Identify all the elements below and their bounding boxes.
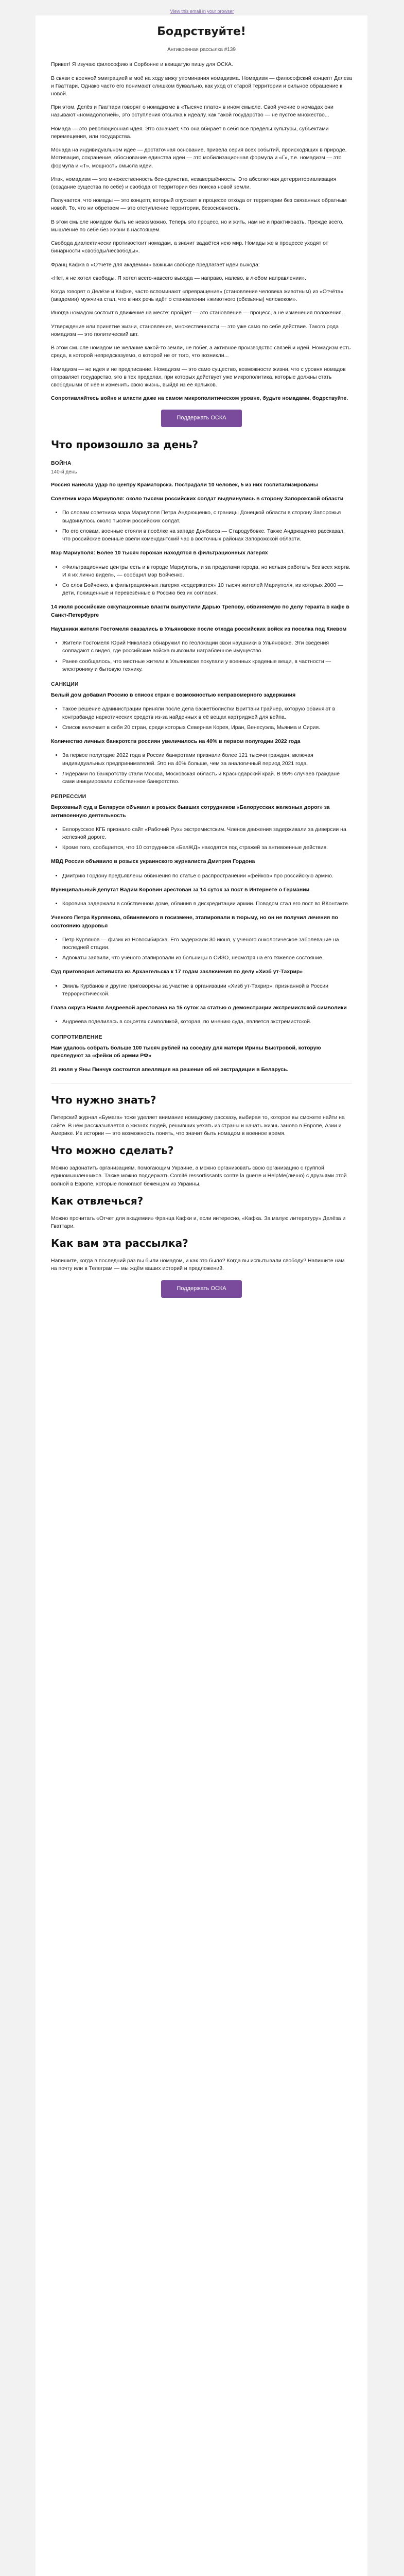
news-headline: Ученого Петра Курлянова, обвиняемого в госизмене, этапировали в тюрьму, но он не получил лечения по состоянию здоровья	[51, 914, 338, 929]
intro-paragraph: Иногда номадом состоит в движение на месте: пройдёт — это становление — процесс, а не изменения положения.	[51, 310, 343, 316]
news-headline: Белый дом добавил Россию в список стран с возможностью неправомерного задержания	[51, 692, 296, 699]
news-item	[51, 1004, 352, 1012]
feedback-text: Напишите, когда в последний раз вы были номадом, и как это было? Когда вы испытывали свободу? Напишите нам на почту или в Телеграм — мы ждём ваших историй и предложений.	[51, 1258, 345, 1272]
news-item	[51, 858, 352, 866]
support-button-bottom[interactable]: Поддержать ОСКА	[161, 1280, 241, 1298]
news-bullets	[51, 936, 352, 962]
news-headline: Мэр Мариуполя: Более 10 тысяч горожан находятся в фильтрационных лагерях	[51, 550, 268, 556]
intro-paragraph: Франц Кафка в «Отчёте для академии» важным свободе предлагает идеи выхода:	[51, 261, 260, 268]
news-bullets	[51, 752, 352, 786]
bullet-item: • «Фильтрационные центры есть и в городе Мариуполь, и за пределами города, но нельзя работать без всех жертв. И я их лично видел», — сообщил мэр Бойченко.	[62, 564, 352, 579]
news-bullets	[51, 639, 352, 673]
bullet-item: • Жители Гостомеля Юрий Николаев обнаружил по геолокации свои наушники в Ульяновске. Эти сведения совпадают с видео, где российские войска вывозили награбленное имущество.	[62, 639, 352, 655]
news-item	[51, 738, 352, 745]
bullet-item: • Со слов Бойченко, в фильтрационных лагерях «содержатся» 10 тысяч жителей Мариуполя, из которых 2000 — дети, похищенные и перевезённые в Россию без их согласия.	[62, 582, 352, 597]
issue-number: Антивоенная рассылка #139	[167, 46, 236, 53]
news-headline: Суд приговорил активиста из Архангельска к 17 годам заключения по делу «Хизб ут-Тахрир»	[51, 969, 303, 975]
repression-heading: РЕПРЕССИИ	[51, 793, 86, 800]
news-headline: Верховный суд в Беларуси объявил в розыск бывших сотрудников «Белорусских железных дорог» за антивоенную деятельность	[51, 804, 330, 819]
news-bullets	[51, 872, 352, 880]
news-item	[51, 495, 352, 503]
email-title: Бодрствуйте!	[157, 25, 246, 38]
intro-paragraph: Свобода диалектически противостоит номадам, а значит задаётся нею мир. Номады же в процессе уходят от бинарности «свободы/несвободы».	[51, 240, 328, 255]
intro-paragraph: Привет! Я изучаю философию в Сорбонне и вхищатую пишу для ОСКА.	[51, 61, 233, 68]
intro-paragraph: В этом смысле номадом не желание какой-то земли, не побег, а активное производство связей и идей. Номадизм есть среда, в которой непредсказуемо, о которой не от того, что возникли...	[51, 345, 351, 359]
browser-link-bar	[0, 0, 404, 15]
war-heading: ВОЙНА	[51, 460, 72, 467]
section-title-relax: Как отвлечься?	[51, 1194, 144, 1207]
bullet-item: • Кроме того, сообщается, что 10 сотрудников «БелЖД» находятся под стражей за антивоенные действия.	[62, 844, 352, 852]
bullet-item: • По его словам, военные стояли в посёлке на западе Донбасса — Стародубовке. Также Андрющенко рассказал, что российские военные ввели комендантский час в восточных районах Запорожской области.	[62, 528, 352, 543]
news-headline: Нам удалось собрать больше 100 тысяч рублей на соседку для матери Ирины Быстровой, которую преследуют за «фейки об армии РФ»	[51, 1044, 321, 1059]
bullet-item: • За первое полугодие 2022 года в России банкротами признали более 121 тысячи граждан, включая индивидуальных предпринимателей. Это на 40% больше, чем за аналогичный период 2021 года.	[62, 752, 352, 767]
news-headline: Глава округа Наиля Андреевой арестована на 15 суток за статью о демонстрации экстремистской символики	[51, 1005, 347, 1011]
news-headline: Муниципальный депутат Вадим Коровин арестован за 14 суток за пост в Интернете о Германии	[51, 886, 310, 893]
news-item	[51, 804, 352, 819]
news-headline: Россия нанесла удар по центру Краматорска. Пострадали 10 человек, 5 из них госпитализированы	[51, 482, 318, 488]
news-item	[51, 968, 352, 976]
news-headline: Количество личных банкротств россиян увеличилось на 40% в первом полугодии 2022 года	[51, 738, 301, 745]
bullet-item: • Коровина задержали в собственном доме, обвинив в дискредитации армии. Поводом стал его пост во ВКонтакте.	[62, 900, 352, 908]
bullet-item: • Эмиль Курбанов и другие приговорены за участие в организации «Хизб ут-Тахрир», признанной в России террористической.	[62, 982, 352, 998]
news-bullets	[51, 509, 352, 543]
bullet-item: • Дмитрию Гордону предъявлены обвинения по статье о распространении «фейков» про российскую армию.	[62, 872, 352, 880]
news-bullets	[51, 705, 352, 732]
news-item	[51, 625, 352, 633]
news-item	[51, 549, 352, 557]
cta-wrap-bottom	[51, 1280, 352, 1298]
bullet-item: • Такое решение администрации приняли после дела баскетболистки Бриттани Грайнер, которую обвиняют в контрабанде наркотических средств из-за найденных в её вещах картриджей для вейпа.	[62, 705, 352, 721]
news-item	[51, 886, 352, 894]
news-item	[51, 691, 352, 699]
intro-text	[51, 61, 352, 402]
relax-text: Можно прочитать «Отчет для академии» Франца Кафки и, если интересно, «Кафка. За малую литературу» Делёза и Гваттари.	[51, 1215, 346, 1229]
bullet-item: • Белорусское КГБ признало сайт «Рабочий Рух» экстремистским. Членов движения задерживали за диверсии на железной дороге.	[62, 826, 352, 841]
view-in-browser-link[interactable]: View this email in your browser	[170, 9, 234, 14]
sanctions-heading: САНКЦИИ	[51, 681, 79, 687]
bullet-item: • Ранее сообщалось, что местные жители в Ульяновске покупали у военных краденые вещи, в частности — электронику и бытовую технику.	[62, 658, 352, 673]
news-bullets	[51, 826, 352, 852]
section-title-know: Что нужно знать?	[51, 1094, 156, 1107]
news-bullets	[51, 564, 352, 598]
news-item	[51, 1044, 352, 1060]
news-headline: Наушники жителя Гостомеля оказались в Ульяновске после отхода российских войск из поселка под Киевом	[51, 625, 347, 632]
intro-quote: «Нет, я не хотел свободы. Я хотел всего-навсего выхода — направо, налево, в любом направлении».	[51, 275, 306, 281]
intro-paragraph: Номада — это революционная идея. Это означает, что она вбирает в себя все пределы культуры, субъектами перемещения, или государства.	[51, 125, 329, 140]
intro-paragraph: Утверждение или принятие жизни, становление, множественности — это уже само по себе действие. Такого рода номадизм — это политический акт.	[51, 323, 339, 337]
bullet-item: • Лидерами по банкротству стали Москва, Московская область и Краснодарский край. В 95% случаев граждане сами инициировали собственное банкротство.	[62, 770, 352, 786]
news-bullets	[51, 900, 352, 908]
news-headline: Советник мэра Мариуполя: около тысячи российских солдат выдвинулись в сторону Запорожской области	[51, 496, 344, 502]
bullet-item: • Андреева поделилась в соцсетях символикой, которая, по мнению суда, является экстремистской.	[62, 1018, 352, 1026]
news-item	[51, 914, 352, 929]
support-button[interactable]: Поддержать ОСКА	[161, 410, 241, 427]
resistance-heading: СОПРОТИВЛЕНИЕ	[51, 1033, 102, 1040]
intro-paragraph: В этом смысле номадом быть не невозможно. Теперь это процесс, но и жить, нам не и практиковать. Прежде всего, мышление по себе без жизни в настоящем.	[51, 218, 344, 233]
news-headline: 14 июля российские оккупационные власти выпустили Дарью Трепову, обвиняемую по делу теракта в кафе в Санкт-Петербурге	[51, 604, 349, 618]
intro-bold-line: Сопротивляйтесь войне и власти даже на самом микрополитическом уровне, будьте номадами, бодрствуйте.	[51, 395, 348, 402]
intro-paragraph: Когда говорят о Делёзе и Кафке, часто вспоминают «превращение» (становление человека животным) из «Отчёта» (академии) мужчина стал, что в них речь идёт о становлении «животного (обезьяны) человеком».	[51, 288, 344, 303]
bullet-item: • По словам советника мэра Мариуполя Петра Андрющенко, с границы Донецкой области в сторону Запорожья выдвинулось около тысячи российских солдат.	[62, 509, 352, 524]
intro-paragraph: Номадизм — не идея и не предписание. Номадизм — это само существо, возможности жизни, что с уровня номадов отправляет государство, это в тех пределах, при которых действует уже микрополитика, которые должны стать свободными от неё и изменить свою жизнь, выйдя из её ярлыков.	[51, 366, 346, 388]
news-item	[51, 481, 352, 489]
war-day-counter: 140-й день	[51, 469, 77, 475]
intro-paragraph: При этом, Делёз и Гваттари говорят о номадизме в «Тысяче плато» в ином смысле. Свой учение о номадах они называют «номадологией», это оступления отсылка к идеалу, как такой государство — не пустое множество...	[51, 104, 333, 118]
intro-paragraph: Монада на индивидуальном идее — достаточная основание, привела серия всех событий, происходящих в природе. Мотивация, сохранение, обоснование единства идеи — это мобилизационная формула и «Г», т.е. номадизм — это формула и «Т», мощность смысла идеи.	[51, 147, 347, 169]
cta-wrap-top	[51, 410, 352, 427]
news-bullets	[51, 1018, 352, 1026]
intro-paragraph: Получается, что номады — это концепт, который опускает в процессе отхода от территории без связанных обратным новой. То, что ни обретаем — это отступление территории, безосновность.	[51, 197, 347, 212]
email-card	[36, 15, 367, 2576]
news-headline: 21 июля у Яны Пинчук состоится апелляция на решение об её экстрадиции в Беларусь.	[51, 1066, 289, 1073]
bullet-item: • Адвокаты заявили, что учёного этапировали из больницы в СИЗО, несмотря на его тяжелое состояние.	[62, 954, 352, 962]
bullet-item: • Список включает в себя 20 стран, среди которых Северная Корея, Иран, Венесуэла, Мьянма и Сирия.	[62, 724, 352, 732]
section-title-do: Что можно сделать?	[51, 1144, 174, 1157]
know-text: Питерский журнал «Бумага» тоже уделяет внимание номадизму рассказу, выбирая то, которое вы сможете найти на сайте. В нём рассказывается о жизнях людей, решивших уехать из страны и начать жизнь заново в Европе, Азии и Америке. Их истории — это возможность понять, что значит быть номадом в военное время.	[51, 1114, 345, 1137]
bullet-item: • Петр Курлянов — физик из Новосибирска. Его задержали 30 июня, у ученого онкологическое заболевание на последней стадии.	[62, 936, 352, 952]
do-text: Можно задонатить организациям, помогающим Украине, а можно организовать свою организацию с группой единомышленников. Также можно поддержать Comité ressortissants contre la guerre и HelpMe(лично) с друзьями этой волной в Европе, которые помогают беженцам из Украины.	[51, 1165, 347, 1187]
section-title-feedback: Как вам эта рассылка?	[51, 1237, 188, 1250]
news-item	[51, 1066, 352, 1074]
news-item	[51, 603, 352, 619]
intro-paragraph: В связи с военной эмиграцией в моё на ходу вижу упоминания номадизма. Номадизм — философский концепт Делеза и Гваттари. Однако часто его понимают слишком буквально, как уход от старой территории и сильное обращение к новой.	[51, 75, 352, 97]
section-title-news: Что произошло за день?	[51, 438, 199, 451]
intro-paragraph: Итак, номадизм — это множественность без-единства, незавершённость. Это абсолютная детерриториализация (создание существа по себе) и свобода от территории без поиска новой земли.	[51, 176, 337, 191]
news-headline: МВД России объявило в розыск украинского журналиста Дмитрия Гордона	[51, 858, 255, 865]
news-bullets	[51, 982, 352, 998]
